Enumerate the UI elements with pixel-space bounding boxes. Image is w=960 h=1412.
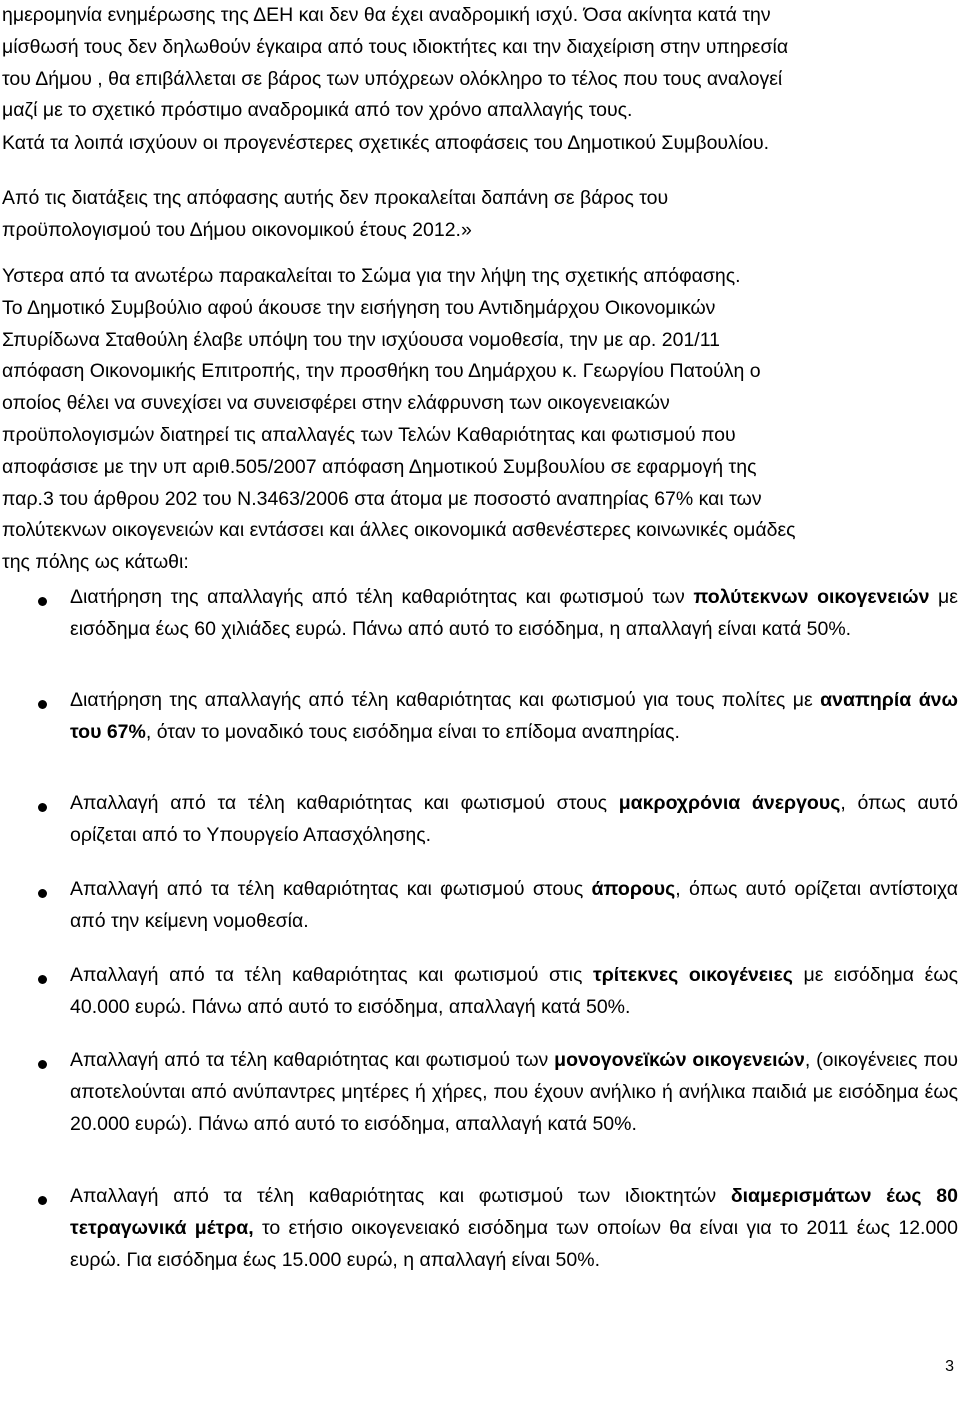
text-line: της πόλης ως κάτωθι: xyxy=(2,551,189,574)
text-line: παρ.3 του άρθρου 202 του Ν.3463/2006 στα άτομα με ποσοστό αναπηρίας 67% και των xyxy=(2,487,762,510)
list-item-text: , όπως αυτό ορίζεται από το Υπουργείο Απασχόλησης. xyxy=(70,792,958,846)
text-line: Το Δημοτικό Συμβούλιο αφού άκουσε την εισήγηση του Αντιδημάρχου Οικονομικών xyxy=(2,296,716,319)
text-line: ημερομηνία ενημέρωσης της ΔΕΗ και δεν θα έχει αναδρομική ισχύ. Όσα ακίνητα κατά την xyxy=(2,4,771,26)
list-item xyxy=(70,874,958,938)
list-item-bold: μονογονεϊκών οικογενειών xyxy=(554,1049,805,1071)
budget-paragraph xyxy=(2,183,956,247)
list-item xyxy=(70,582,958,646)
text-line: οποίος θέλει να συνεχίσει να συνεισφέρει στην ελάφρυνση των οικογενειακών xyxy=(2,392,670,415)
bullet-icon xyxy=(38,1060,47,1069)
list-item xyxy=(70,1181,958,1276)
bullet-icon xyxy=(38,803,47,812)
list-item-text: Διατήρηση της απαλλαγής από τέλη καθαριότητας και φωτισμού για τους πολίτες με xyxy=(70,689,821,711)
list-item-bold: άπορους xyxy=(591,878,676,900)
list-item xyxy=(70,685,958,749)
list-item xyxy=(70,788,958,852)
list-item-text: , όπως αυτό ορίζεται αντίστοιχα από την κείμενη νομοθεσία. xyxy=(70,878,958,932)
text-line: του Δήμου , θα επιβάλλεται σε βάρος των υπόχρεων ολόκληρο το τέλος που τους αναλογεί xyxy=(2,67,783,90)
list-item-bold: πολύτεκνων οικογενειών xyxy=(693,586,930,608)
text-line: Σπυρίδωνα Σταθούλη έλαβε υπόψη του την ισχύουσα νομοθεσία, την με αρ. 201/11 xyxy=(2,328,720,351)
list-item xyxy=(70,960,958,1024)
list-item-bold: τρίτεκνες οικογένειες xyxy=(593,964,793,986)
previous-decisions-paragraph xyxy=(2,128,956,160)
list-item-text: με εισόδημα έως 40.000 ευρώ. Πάνω από αυτό το εισόδημα, απαλλαγή κατά 50%. xyxy=(70,964,958,1018)
text-line: πολύτεκνων οικογενειών και εντάσσει και άλλες οικονομικά ασθενέστερες κοινωνικές ομάδες xyxy=(2,519,796,542)
text-line: Υστερα από τα ανωτέρω παρακαλείται το Σώμα για την λήψη της σχετικής απόφασης. xyxy=(2,265,741,287)
intro-paragraph xyxy=(2,0,956,127)
list-item-bold: αναπηρία άνω του 67% xyxy=(70,689,958,743)
bullet-icon xyxy=(38,700,47,709)
text-line: προϋπολογισμού του Δήμου οικονομικού έτους 2012.» xyxy=(2,218,472,241)
page-number: 3 xyxy=(945,1358,954,1375)
list-item-text: Απαλλαγή από τα τέλη καθαριότητας και φωτισμού στους xyxy=(70,792,619,814)
list-item-bold: διαμερισμάτων έως 80 τετραγωνικά μέτρα, xyxy=(70,1185,958,1239)
bullet-icon xyxy=(38,597,47,606)
bullet-icon xyxy=(38,1196,47,1205)
text-line: μαζί με το σχετικό πρόστιμο αναδρομικά από τον χρόνο απαλλαγής τους. xyxy=(2,99,633,122)
list-item-text: Απαλλαγή από τα τέλη καθαριότητας και φωτισμού των xyxy=(70,1049,555,1071)
text-line: προϋπολογισμών διατηρεί τις απαλλαγές των Τελών Καθαριότητας και φωτισμού που xyxy=(2,423,736,446)
list-item-text: με εισόδημα έως 60 χιλιάδες ευρώ. Πάνω από αυτό το εισόδημα, η απαλλαγή είναι κατά 50%. xyxy=(70,586,958,640)
list-item-text: Απαλλαγή από τα τέλη καθαριότητας και φωτισμού των ιδιοκτητών xyxy=(70,1185,731,1207)
list-item xyxy=(70,1045,958,1140)
list-item-text: , όταν το μοναδικό τους εισόδημα είναι το επίδομα αναπηρίας. xyxy=(145,720,680,743)
council-decision-paragraph xyxy=(2,261,956,579)
list-item-text: το ετήσιο οικογενειακό εισόδημα των οποίων θα είναι για το 2011 έως 12.000 ευρώ. Για εισόδημα έως 15.000 ευρώ, η απαλλαγή είναι 50%. xyxy=(70,1216,958,1271)
list-item-bold: μακροχρόνια άνεργους xyxy=(618,792,841,814)
text-line: Κατά τα λοιπά ισχύουν οι προγενέστερες σχετικές αποφάσεις του Δημοτικού Συμβουλίου. xyxy=(2,132,770,154)
bullet-icon xyxy=(38,975,47,984)
list-item-text: , (οικογένειες που αποτελούνται από ανύπαντρες μητέρες ή χήρες, που έχουν ανήλικο ή ανήλικα παιδιά με εισόδημα έως 20.000 ευρώ). Πάνω από αυτό το εισόδημα, απαλλαγή κατά 50%. xyxy=(70,1049,959,1135)
text-line: αποφάσισε με την υπ αριθ.505/2007 απόφαση Δημοτικού Συμβουλίου σε εφαρμογή της xyxy=(2,455,757,478)
text-line: μίσθωσή τους δεν δηλωθούν έγκαιρα από τους ιδιοκτήτες και την διαχείριση στην υπηρεσία xyxy=(2,35,789,58)
text-line: Από τις διατάξεις της απόφασης αυτής δεν προκαλείται δαπάνη σε βάρος του xyxy=(2,187,669,209)
list-item-text: Απαλλαγή από τα τέλη καθαριότητας και φωτισμού στους xyxy=(70,878,592,900)
list-item-text: Απαλλαγή από τα τέλη καθαριότητας και φωτισμού στις xyxy=(70,964,593,986)
list-item-text: Διατήρηση της απαλλαγής από τέλη καθαριότητας και φωτισμού των xyxy=(70,586,694,608)
bullet-icon xyxy=(38,889,47,898)
text-line: απόφαση Οικονομικής Επιτροπής, την προσθήκη του Δημάρχου κ. Γεωργίου Πατούλη ο xyxy=(2,360,761,383)
